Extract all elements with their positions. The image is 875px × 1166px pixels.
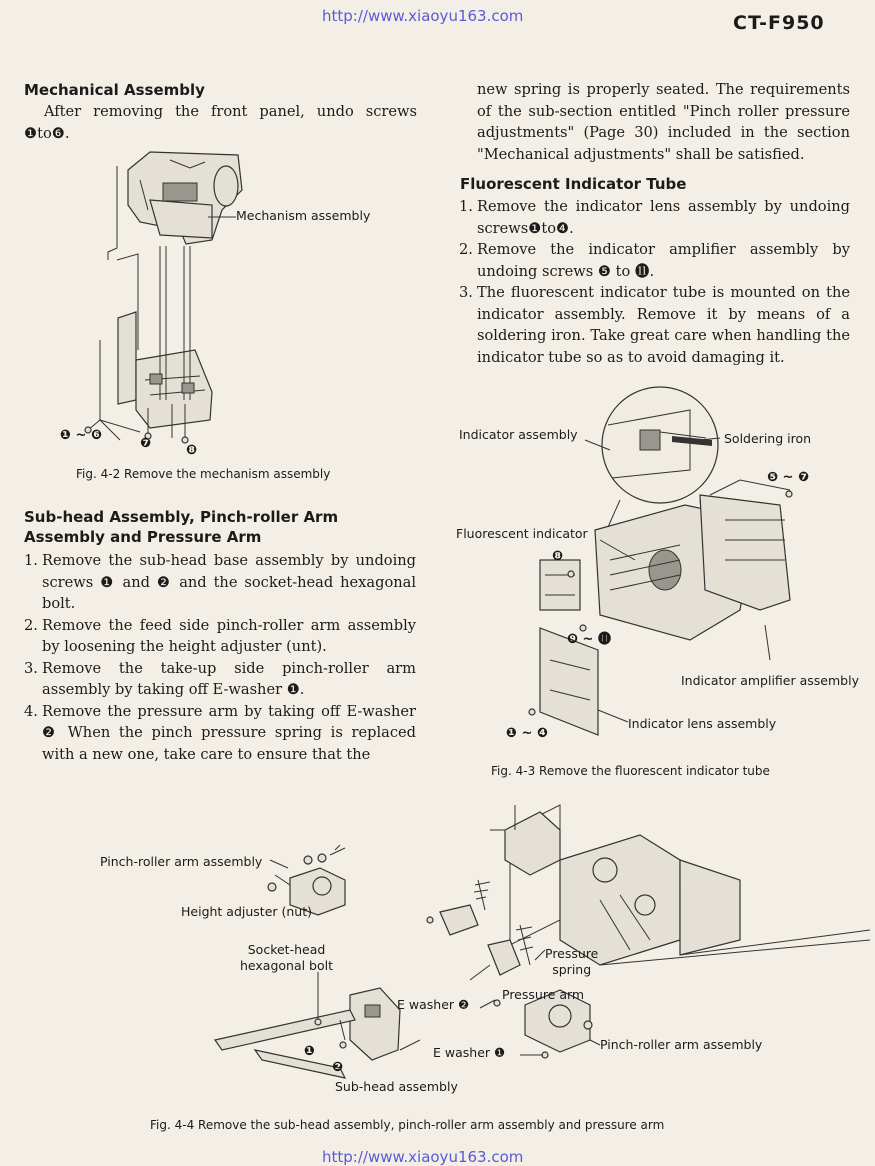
- e-washer-2-label: E washer ❷: [397, 997, 470, 1012]
- callout-2-sub: ❷: [332, 1060, 344, 1075]
- subhead-step-1: 1. Remove the sub-head base assembly by undoing screws ❶ and ❷ and the socket-head hexagonal bolt.: [24, 552, 416, 612]
- callout-8: ❽: [186, 443, 198, 458]
- lens-label: Indicator lens assembly: [628, 716, 777, 731]
- fig-4-3-caption: Fig. 4-3 Remove the fluorescent indicator tube: [491, 764, 770, 778]
- callout-5-7: ❺ ~ ❼: [767, 470, 809, 485]
- bottom-url[interactable]: http://www.xiaoyu163.com: [322, 1148, 524, 1166]
- indicator-assembly-label: Indicator assembly: [459, 427, 578, 442]
- subhead-step-3: 3. Remove the take-up side pinch-roller arm assembly by taking off E-washer ❶.: [24, 659, 416, 698]
- mechanical-text: After removing the front panel, undo screws ❶to❻.: [24, 103, 417, 142]
- pressure-arm-label: Pressure arm: [502, 987, 585, 1002]
- mechanical-heading: Mechanical Assembly: [24, 81, 205, 99]
- continued-text: new spring is properly seated. The requirements of the sub-section entitled "Pinch roller pressure adjustments" (Page 30) included in the section "Mechanical adjustments" shall be satisfied.: [477, 81, 850, 163]
- pressure-spring-label: Pressure spring: [545, 946, 599, 977]
- socket-bolt-label: Socket-head hexagonal bolt: [240, 942, 334, 973]
- callout-1-4: ❶ ~ ❹: [506, 726, 548, 741]
- fluorescent-heading: Fluorescent Indicator Tube: [460, 175, 687, 193]
- fluorescent-indicator-label: Fluorescent indicator: [456, 526, 588, 541]
- model-number: CT-F950: [733, 12, 825, 34]
- subhead-step-4: 4. Remove the pressure arm by taking off E-washer ❷ When the pinch pressure spring is replaced with a new one, take care to ensure that the: [24, 702, 416, 763]
- deck-mechanism: [490, 805, 870, 965]
- pinch-roller-top-label: Pinch-roller arm assembly: [100, 854, 263, 869]
- fluorescent-step-1: 1. Remove the indicator lens assembly by undoing screws❶to❹.: [459, 198, 850, 237]
- amplifier-label: Indicator amplifier assembly: [681, 673, 859, 688]
- top-url[interactable]: http://www.xiaoyu163.com: [322, 7, 524, 25]
- mechanism-assembly-label: Mechanism assembly: [236, 208, 371, 223]
- callout-1-6: ❶ ~ ❻: [60, 428, 102, 443]
- pinch-roller-bottom-label: Pinch-roller arm assembly: [600, 1037, 763, 1052]
- soldering-iron-label: Soldering iron: [724, 431, 812, 446]
- fig-4-4-caption: Fig. 4-4 Remove the sub-head assembly, pinch-roller arm assembly and pressure arm: [150, 1118, 665, 1132]
- e-washer-1-label: E washer ❶: [433, 1045, 506, 1060]
- subhead-step-2: 2. Remove the feed side pinch-roller arm assembly by loosening the height adjuster (unt).: [24, 616, 416, 655]
- fluorescent-step-3: 3. The fluorescent indicator tube is mounted on the indicator assembly. Remove it by means of a soldering iron. Take great care when handling the indicator tube so as to avoid damaging it.: [459, 284, 850, 366]
- sub-head-assembly: [215, 972, 400, 1078]
- subhead-heading: Sub-head Assembly, Pinch-roller Arm Assembly and Pressure Arm: [24, 508, 339, 546]
- fluorescent-step-2: 2. Remove the indicator amplifier assembly by undoing screws ❺ to ⓫.: [459, 241, 850, 280]
- fig-4-2-caption: Fig. 4-2 Remove the mechanism assembly: [76, 467, 331, 481]
- callout-9-11: ❾ ~ ⓫: [567, 632, 611, 647]
- callout-7: ❼: [140, 436, 152, 451]
- height-adjuster-label: Height adjuster (nut): [181, 904, 312, 919]
- callout-1-sub: ❶: [304, 1044, 316, 1059]
- sub-head-label: Sub-head assembly: [335, 1079, 458, 1094]
- callout-8-fl: ❽: [552, 549, 564, 564]
